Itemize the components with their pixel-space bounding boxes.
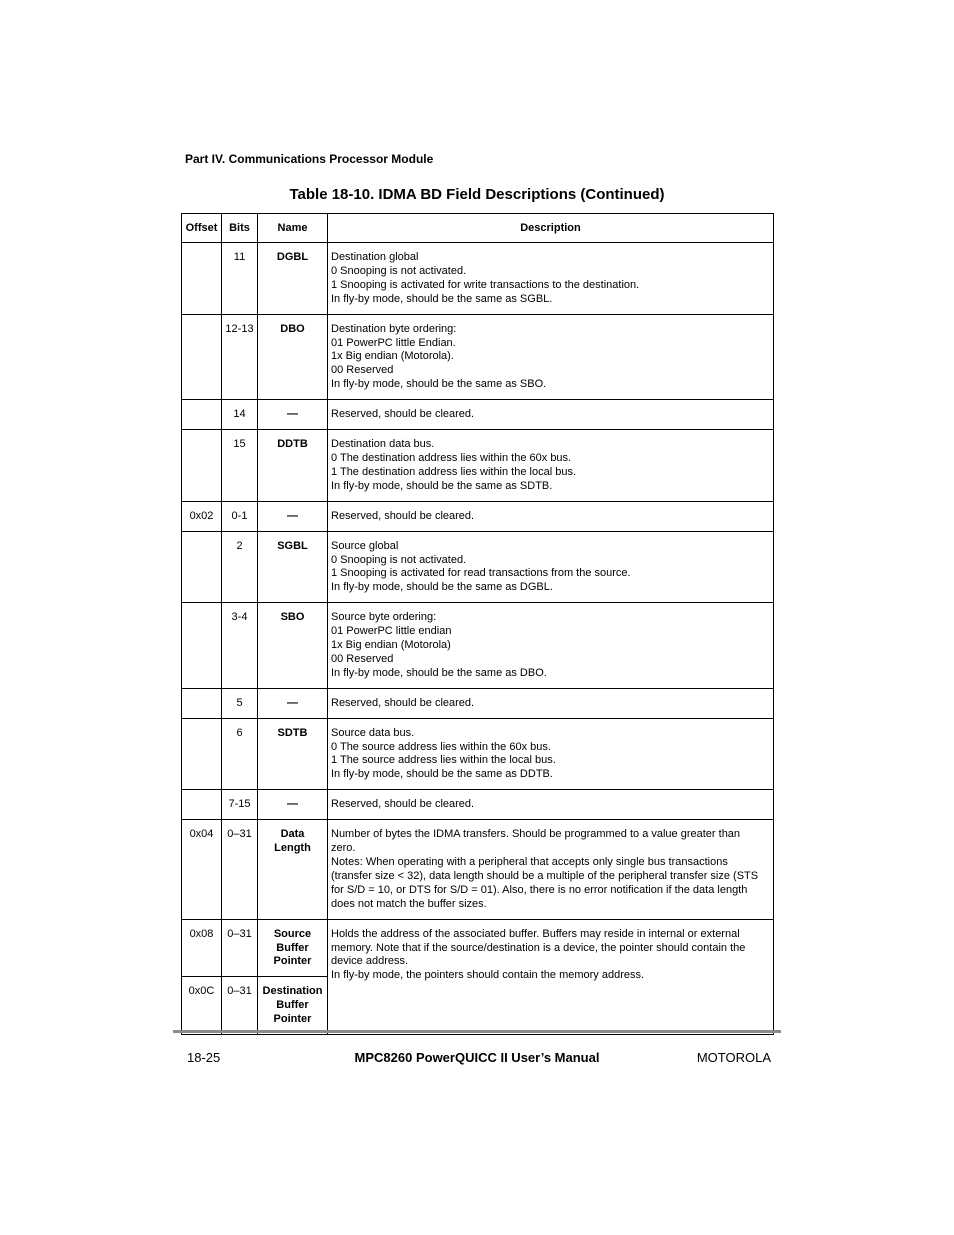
- column-header-description: Description: [328, 214, 774, 243]
- name-line: Destination: [262, 985, 323, 998]
- cell-bits: 14: [222, 400, 258, 430]
- name-line: —: [287, 798, 298, 811]
- description-line: device address.: [331, 955, 409, 968]
- description-line: does not match the buffer sizes.: [331, 897, 487, 910]
- name-line: DBO: [280, 322, 305, 335]
- cell-bits: 5: [222, 688, 258, 718]
- table-title: Table 18-10. IDMA BD Field Descriptions (Continued): [289, 186, 665, 203]
- description-line: Holds the address of the associated buffer. Buffers may reside in internal or external: [331, 927, 740, 940]
- table-row: [182, 603, 774, 689]
- name-line: Source: [273, 927, 312, 940]
- description-line: Reserved, should be cleared.: [331, 509, 475, 522]
- cell-bits: 7-15: [222, 790, 258, 820]
- description-line: 0 Snooping is not activated.: [331, 553, 467, 566]
- description-line: 0 The destination address lies within the 60x bus.: [331, 451, 572, 464]
- column-header-offset: Offset: [182, 214, 222, 243]
- cell-offset: 0x02: [182, 501, 222, 531]
- description-line: for S/D = 10, or DTS for S/D = 01). Also, there is no error notification if the data length: [331, 883, 748, 896]
- cell-description: [328, 688, 774, 718]
- cell-offset: [182, 688, 222, 718]
- cell-description: [328, 603, 774, 689]
- description-line: Reserved, should be cleared.: [331, 696, 475, 709]
- table-row: [182, 400, 774, 430]
- table-row: [182, 688, 774, 718]
- cell-name: [258, 790, 328, 820]
- description-line: In fly-by mode, should be the same as SDTB.: [331, 479, 553, 492]
- description-line: memory. Note that if the source/destination is a device, the pointer should contain the: [331, 941, 746, 954]
- name-line: SGBL: [277, 539, 308, 552]
- description-line: 01 PowerPC little endian: [331, 625, 452, 638]
- cell-description: [328, 314, 774, 400]
- name-line: DGBL: [276, 251, 309, 263]
- column-header-bits: Bits: [222, 214, 258, 243]
- cell-name: [258, 243, 328, 315]
- table-row: [182, 820, 774, 919]
- cell-name: [258, 501, 328, 531]
- description-line: Source global: [331, 539, 399, 552]
- description-line: 1 Snooping is activated for write transactions to the destination.: [331, 278, 640, 291]
- description-line: In fly-by mode, should be the same as DBO.: [331, 666, 547, 679]
- description-line: 1 The source address lies within the local bus.: [331, 754, 556, 767]
- cell-name: [258, 314, 328, 400]
- cell-description: [328, 400, 774, 430]
- part-header: Part IV. Communications Processor Module: [185, 152, 434, 166]
- name-line: Pointer: [273, 955, 312, 968]
- table-row: [182, 430, 774, 502]
- cell-bits: 0-1: [222, 501, 258, 531]
- cell-bits: 12-13: [222, 314, 258, 400]
- description-line: 1x Big endian (Motorola).: [331, 350, 454, 363]
- description-line: 00 Reserved: [331, 652, 394, 665]
- description-line: In fly-by mode, should be the same as DDTB.: [331, 768, 553, 781]
- name-line: Pointer: [273, 1013, 312, 1026]
- table-row: [182, 790, 774, 820]
- description-line: 1 Snooping is activated for read transactions from the source.: [331, 567, 631, 580]
- table-row: [182, 501, 774, 531]
- cell-description: [328, 430, 774, 502]
- cell-offset: [182, 243, 222, 315]
- cell-description: [328, 243, 774, 315]
- footer-page-number: 18-25: [187, 1050, 221, 1065]
- cell-bits: 0–31: [222, 820, 258, 919]
- cell-name: [258, 718, 328, 790]
- cell-name: [258, 820, 328, 919]
- cell-bits: 2: [222, 531, 258, 603]
- description-line: Source data bus.: [331, 726, 415, 739]
- name-line: —: [287, 509, 298, 522]
- name-line: SDTB: [277, 726, 308, 739]
- cell-offset: [182, 603, 222, 689]
- cell-name: [258, 430, 328, 502]
- description-line: In fly-by mode, should be the same as DGBL.: [331, 581, 553, 594]
- name-line: Buffer: [276, 941, 309, 954]
- column-header-name: Name: [258, 214, 328, 243]
- cell-bits: 11: [222, 243, 258, 315]
- description-line: In fly-by mode, should be the same as SGBL.: [331, 292, 553, 305]
- field-descriptions-table: [181, 213, 774, 1035]
- cell-bits: 6: [222, 718, 258, 790]
- cell-bits: 3-4: [222, 603, 258, 689]
- table-row: [182, 919, 774, 977]
- description-line: In fly-by mode, should be the same as SBO.: [331, 378, 547, 391]
- name-line: SBO: [280, 611, 305, 624]
- name-line: Buffer: [276, 999, 309, 1012]
- cell-name: [258, 400, 328, 430]
- cell-offset: [182, 790, 222, 820]
- table-row: [182, 531, 774, 603]
- description-line: 00 Reserved: [331, 364, 394, 377]
- cell-description: [328, 820, 774, 919]
- cell-description: [328, 501, 774, 531]
- name-line: Data: [280, 828, 305, 841]
- description-line: Reserved, should be cleared.: [331, 408, 475, 421]
- cell-offset: [182, 430, 222, 502]
- cell-name: [258, 531, 328, 603]
- description-line: In fly-by mode, the pointers should contain the memory address.: [331, 969, 645, 982]
- name-line: Length: [274, 842, 311, 855]
- description-line: 0 The source address lies within the 60x bus.: [331, 740, 551, 753]
- cell-bits: 0–31: [222, 919, 258, 977]
- cell-description: [328, 531, 774, 603]
- table-row: [182, 243, 774, 315]
- description-line: Number of bytes the IDMA transfers. Should be programmed to a value greater than: [331, 828, 741, 841]
- description-line: (transfer size < 32), data length should be a multiple of the peripheral transfer size (STS: [331, 869, 759, 882]
- cell-offset: 0x04: [182, 820, 222, 919]
- description-line: 1 The destination address lies within the local bus.: [331, 465, 576, 478]
- cell-bits: 0–31: [222, 977, 258, 1035]
- description-line: Reserved, should be cleared.: [331, 798, 475, 811]
- description-line: zero.: [331, 842, 356, 855]
- description-line: Destination data bus.: [331, 438, 435, 451]
- cell-bits: 15: [222, 430, 258, 502]
- description-line: 1x Big endian (Motorola): [331, 639, 451, 652]
- name-line: —: [287, 408, 298, 421]
- cell-name: [258, 977, 328, 1035]
- footer-manual-title: MPC8260 PowerQUICC II User’s Manual: [354, 1050, 600, 1065]
- cell-offset: 0x08: [182, 919, 222, 977]
- cell-name: [258, 919, 328, 977]
- cell-offset: [182, 314, 222, 400]
- cell-description: [328, 919, 774, 1034]
- description-line: Notes: When operating with a peripheral that accepts only single bus transactions: [331, 856, 728, 868]
- name-line: DDTB: [277, 438, 308, 451]
- cell-offset: [182, 400, 222, 430]
- name-line: —: [287, 696, 298, 709]
- table-row: [182, 718, 774, 790]
- table-row: [182, 314, 774, 400]
- description-line: 0 Snooping is not activated.: [331, 264, 467, 277]
- cell-name: [258, 603, 328, 689]
- cell-offset: [182, 531, 222, 603]
- description-line: Destination global: [331, 251, 419, 263]
- footer-company: MOTOROLA: [696, 1050, 771, 1065]
- cell-description: [328, 790, 774, 820]
- table-header-row: [182, 214, 774, 243]
- description-line: Source byte ordering:: [331, 611, 437, 624]
- cell-offset: [182, 718, 222, 790]
- description-line: Destination byte ordering:: [331, 322, 457, 335]
- footer-rule: [173, 1030, 781, 1033]
- cell-offset: 0x0C: [182, 977, 222, 1035]
- description-line: 01 PowerPC little Endian.: [331, 336, 456, 349]
- cell-description: [328, 718, 774, 790]
- cell-name: [258, 688, 328, 718]
